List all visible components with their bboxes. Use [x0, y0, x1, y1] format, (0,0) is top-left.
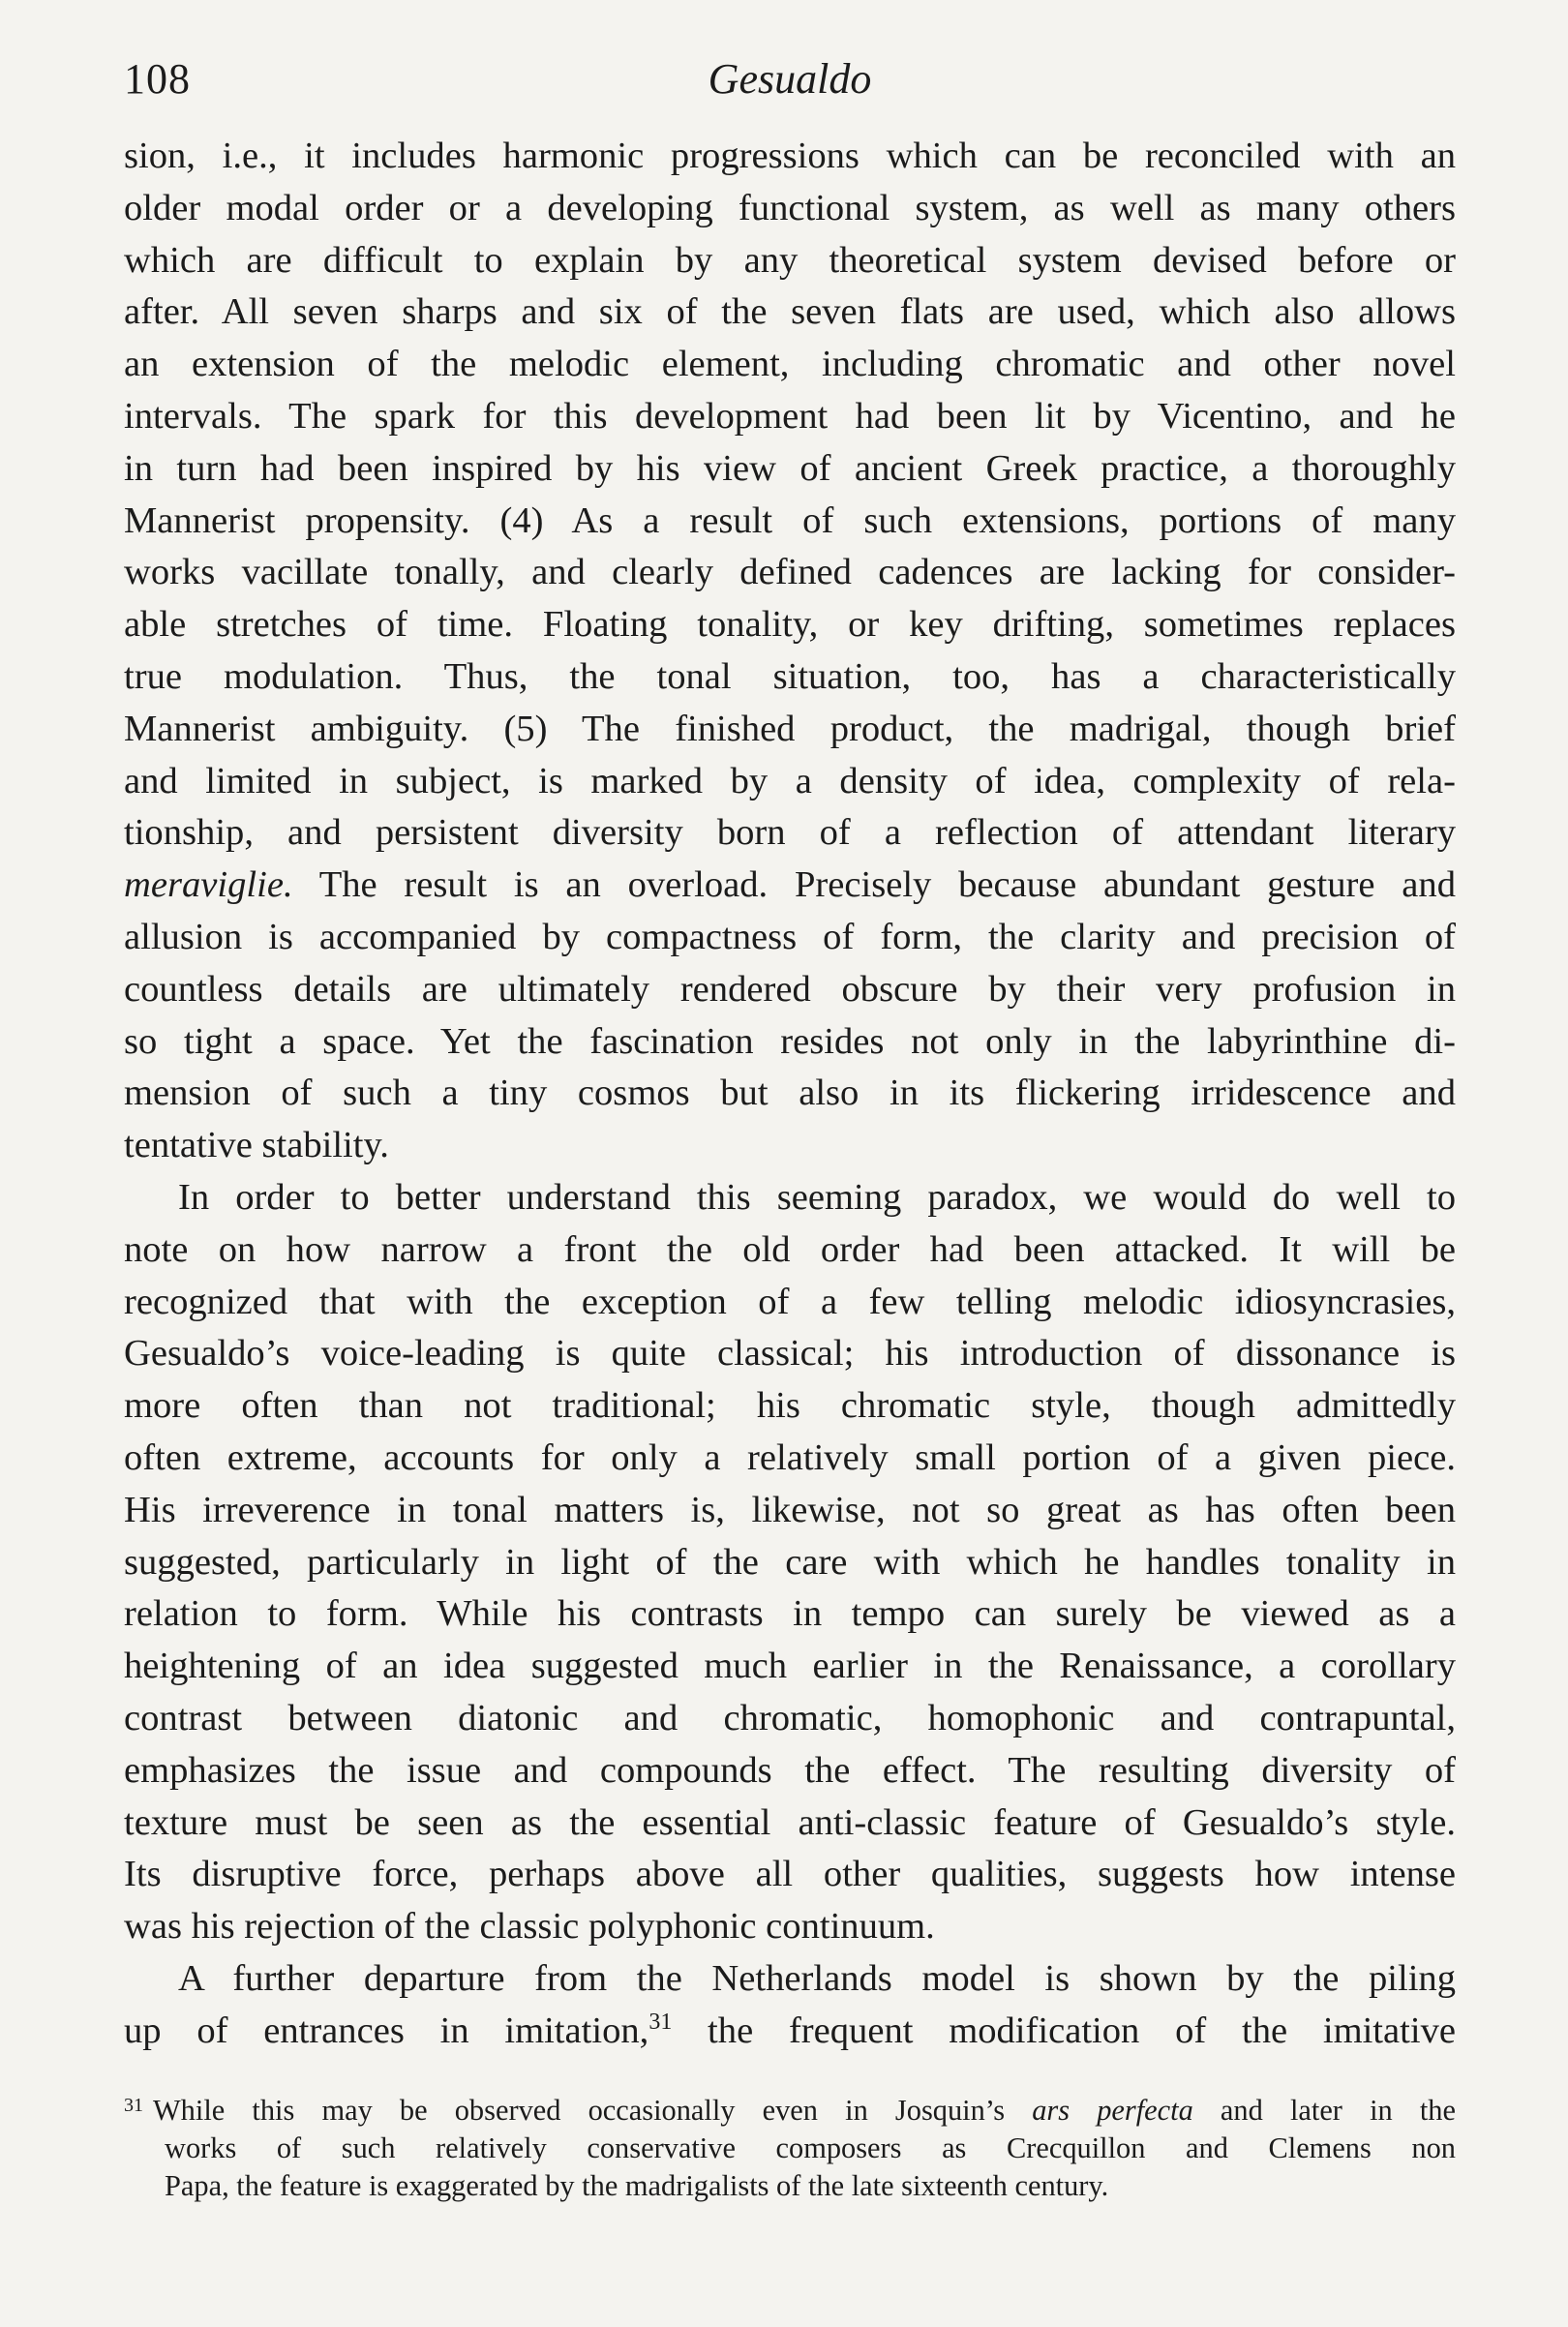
text-line: more often than not traditional; his chromatic style, though admittedly — [124, 1385, 1456, 1427]
footnote — [124, 2087, 1456, 2205]
text-line: texture must be seen as the essential anti-classic feature of Gesualdo’s style. — [124, 1801, 1456, 1843]
footnote-reference[interactable]: 31 — [648, 2009, 673, 2035]
text-line: which are difficult to explain by any theoretical system devised before or — [124, 239, 1456, 281]
body-text — [124, 131, 1456, 2057]
text-line: tentative stability. — [124, 1125, 389, 1166]
text-line: works vacillate tonally, and clearly defined cadences are lacking for consider- — [124, 552, 1456, 593]
footnote-line: works of such relatively conservative composers as Crecquillon and Clemens non — [165, 2131, 1456, 2164]
text-line: countless details are ultimately rendered obscure by their very profusion in — [124, 968, 1456, 1010]
text-line: A further departure from the Netherlands model is shown by the piling — [178, 1957, 1456, 1999]
text-line: mension of such a tiny cosmos but also in its flickering irridescence and — [124, 1073, 1456, 1114]
text-line: and limited in subject, is marked by a density of idea, complexity of rela- — [124, 760, 1456, 801]
text-line — [124, 2006, 1456, 2058]
text-line: intervals. The spark for this development had been lit by Vicentino, and he — [124, 395, 1456, 437]
page-number: 108 — [124, 55, 191, 103]
page-header — [124, 50, 1456, 118]
text-line: allusion is accompanied by compactness of form, the clarity and precision of — [124, 916, 1456, 957]
text-line: an extension of the melodic element, including chromatic and other novel — [124, 344, 1456, 385]
footnote-number: 31 — [124, 2095, 143, 2116]
text-line: often extreme, accounts for only a relatively small portion of a given piece. — [124, 1436, 1456, 1478]
paragraph-3 — [124, 1953, 1456, 2058]
text-line: contrast between diatonic and chromatic, homophonic and contrapuntal, — [124, 1697, 1456, 1738]
text-line: older modal order or a developing functional system, as well as many others — [124, 187, 1456, 228]
text-line: so tight a space. Yet the fascination resides not only in the labyrinthine di- — [124, 1020, 1456, 1062]
paragraph-2 — [124, 1172, 1456, 1953]
text-line: note on how narrow a front the old order had been attacked. It will be — [124, 1228, 1456, 1270]
text-fragment: up of entrances in imitation, — [124, 2010, 649, 2051]
text-line: sion, i.e., it includes harmonic progressions which can be reconciled with an — [124, 136, 1456, 176]
footnote-line: Papa, the feature is exaggerated by the madrigalists of the late sixteenth century. — [165, 2169, 1109, 2202]
text-line: emphasizes the issue and compounds the effect. The resulting diversity of — [124, 1749, 1456, 1791]
text-line — [124, 860, 1456, 912]
text-line: tionship, and persistent diversity born of a reflection of attendant literary — [124, 812, 1456, 854]
text-line: Mannerist propensity. (4) As a result of such extensions, portions of many — [124, 499, 1456, 541]
text-line: suggested, particularly in light of the care with which he handles tonality in — [124, 1541, 1456, 1583]
text-line: relation to form. While his contrasts in tempo can surely be viewed as a — [124, 1593, 1456, 1635]
paragraph-1 — [124, 131, 1456, 1172]
footnote-line — [124, 2087, 1456, 2130]
text-line: Gesualdo’s voice-leading is quite classical; his introduction of dissonance is — [124, 1333, 1456, 1375]
text-fragment: The result is an overload. Precisely because abundant gesture and — [292, 864, 1456, 906]
text-line: heightening of an idea suggested much earlier in the Renaissance, a corollary — [124, 1646, 1456, 1687]
text-fragment: the frequent modification of the imitative — [672, 2010, 1456, 2051]
text-fragment: and later in the — [1192, 2094, 1456, 2127]
italic-term: ars perfecta — [1032, 2094, 1193, 2127]
text-fragment: While this may be observed occasionally even in Josquin’s — [153, 2094, 1033, 2127]
text-line: In order to better understand this seeming paradox, we would do well to — [178, 1176, 1456, 1218]
text-line: true modulation. Thus, the tonal situation, too, has a characteristically — [124, 655, 1456, 697]
text-line: able stretches of time. Floating tonality, or key drifting, sometimes replaces — [124, 604, 1456, 646]
text-line: in turn had been inspired by his view of ancient Greek practice, a thoroughly — [124, 447, 1456, 489]
text-line: His irreverence in tonal matters is, likewise, not so great as has often been — [124, 1489, 1456, 1530]
text-line: Its disruptive force, perhaps above all other qualities, suggests how intense — [124, 1854, 1456, 1895]
italic-term: meraviglie. — [124, 864, 293, 906]
running-head: Gesualdo — [708, 55, 872, 103]
text-line: Mannerist ambiguity. (5) The finished product, the madrigal, though brief — [124, 708, 1456, 749]
text-line: recognized that with the exception of a few telling melodic idiosyncrasies, — [124, 1281, 1456, 1322]
text-line: was his rejection of the classic polyphonic continuum. — [124, 1906, 935, 1948]
text-line: after. All seven sharps and six of the seven flats are used, which also allows — [124, 291, 1456, 333]
